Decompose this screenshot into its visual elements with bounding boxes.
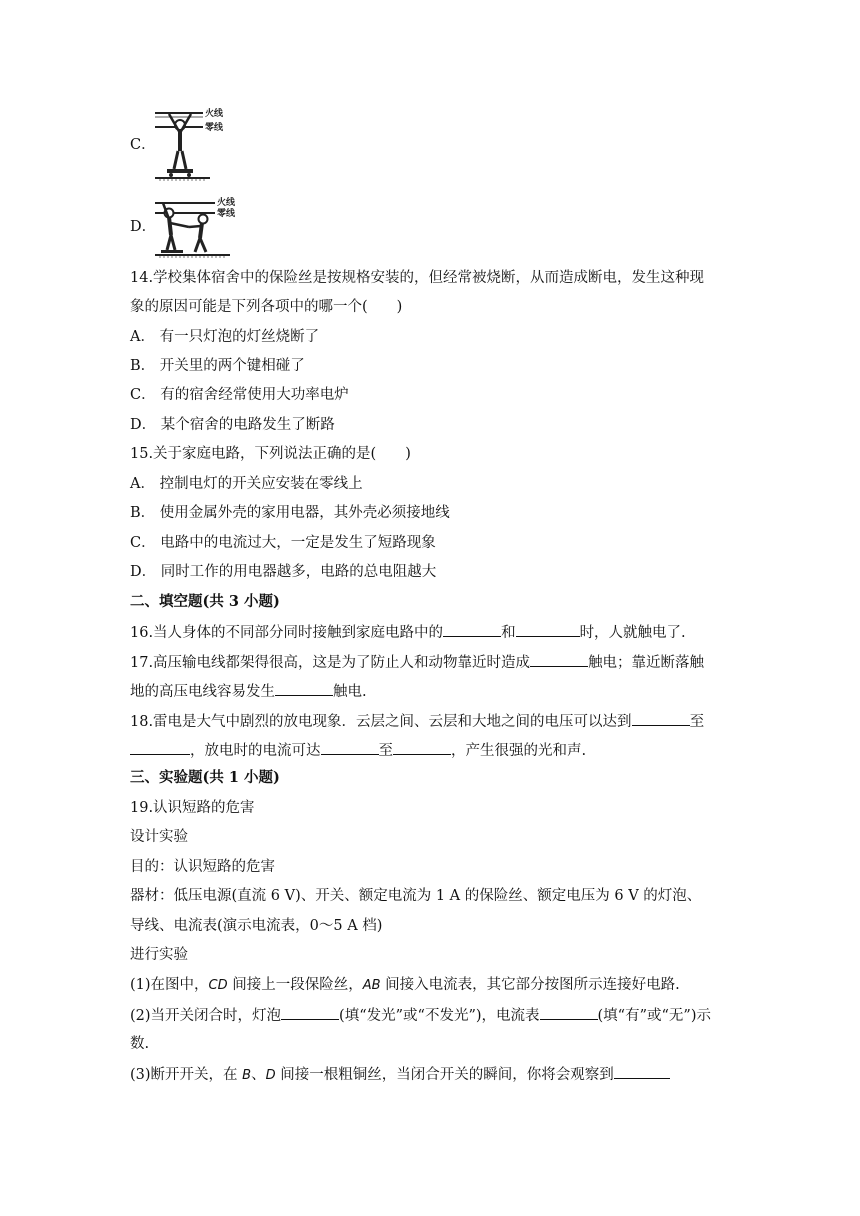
neutral-wire-label-d: 零线 — [217, 209, 236, 219]
q18-part4: 至 — [378, 743, 393, 759]
q14-option-b: B． 开关里的两个键相碰了 — [130, 358, 305, 374]
q17-part2: 触电；靠近断落触 — [588, 655, 705, 671]
q19-proceed: 进行实验 — [130, 947, 188, 963]
q18-part1: 18.雷电是大气中剧烈的放电现象．云层之间、云层和大地之间的电压可以达到 — [130, 714, 632, 730]
q18-line1 — [130, 710, 704, 732]
q17-part3: 地的高压电线容易发生 — [130, 684, 275, 700]
option-c-label: C． — [130, 137, 156, 153]
q17-blank-1 — [530, 651, 588, 667]
q17-part1: 17.高压输电线都架得很高，这是为了防止人和动物靠近时造成 — [130, 655, 531, 671]
q15-option-a: A． 控制电灯的开关应安装在零线上 — [130, 476, 363, 492]
q19-step1-text-a: (1)在图中， — [130, 977, 209, 993]
q18-blank-4 — [393, 739, 451, 755]
neutral-wire-label: 零线 — [205, 123, 224, 133]
fire-wire-label: 火线 — [205, 109, 224, 119]
q19-step2-text-b: (填“发光”或“不发光”)，电流表 — [339, 1008, 540, 1024]
q17-part4: 触电. — [333, 684, 367, 700]
q19-step3-text-c: 、 — [251, 1067, 266, 1083]
q19-step3 — [130, 1063, 670, 1086]
q17-blank-2 — [275, 680, 333, 696]
q19-goal: 目的：认识短路的危害 — [130, 859, 275, 875]
fire-wire-label-d: 火线 — [217, 198, 236, 208]
q19-step2-text-c: (填“有”或“无”)示 — [597, 1008, 711, 1024]
q17-line2 — [130, 680, 367, 702]
q18-line2 — [130, 739, 586, 761]
q16 — [130, 621, 686, 643]
q18-part2: 至 — [689, 714, 705, 730]
q19-equipment-line1: 器材：低压电源(直流 6 V)、开关、额定电流为 1 A 的保险丝、额定电压为 6 V 的灯泡、 — [130, 888, 702, 904]
q14-option-d: D． 某个宿舍的电路发生了断路 — [130, 417, 335, 433]
q16-part2: 和 — [501, 625, 516, 641]
q19-step3-blank — [614, 1063, 670, 1079]
q17-line1 — [130, 651, 704, 673]
q18-part5: ，产生很强的光和声. — [451, 743, 587, 759]
q16-part3: 时，人就触电了. — [579, 625, 686, 641]
q19-step3-text-a: (3)断开开关，在 — [130, 1067, 243, 1083]
q19-step1-text-c: 间接入电流表，其它部分按图所示连接好电路. — [380, 977, 680, 993]
q19-step1 — [130, 975, 680, 996]
q14-stem-line1: 14.学校集体宿舍中的保险丝是按规格安装的，但经常被烧断，从而造成断电，发生这种现 — [130, 270, 705, 286]
q19-step2-blank-2 — [540, 1004, 598, 1020]
q14-option-c: C． 有的宿舍经常使用大功率电炉 — [130, 387, 349, 403]
q19-step2-line2: 数. — [130, 1036, 150, 1052]
q19-step3-text-e: 间接一根粗铜丝，当闭合开关的瞬间，你将会观察到 — [275, 1067, 614, 1083]
q19-design: 设计实验 — [130, 829, 188, 845]
q16-blank-2 — [516, 621, 580, 637]
option-c-figure — [155, 103, 230, 183]
q19-equipment-line2: 导线、电流表(演示电流表，0～5 A 档) — [130, 918, 383, 934]
q19-step2-line1 — [130, 1004, 711, 1026]
q19-step2-blank-1 — [281, 1004, 339, 1020]
q19-title: 19.认识短路的危害 — [130, 800, 255, 816]
section-3-title: 三、实验题(共 1 小题) — [130, 769, 280, 786]
q15-option-d: D． 同时工作的用电器越多，电路的总电阻越大 — [130, 564, 437, 580]
q18-part3: ，放电时的电流可达 — [190, 743, 321, 759]
q16-blank-1 — [443, 621, 501, 637]
q19-step3-d: D — [265, 1068, 276, 1083]
q18-blank-3 — [321, 739, 379, 755]
q15-option-c: C． 电路中的电流过大，一定是发生了短路现象 — [130, 535, 436, 551]
q19-step3-b: B — [242, 1068, 252, 1083]
q15-stem: 15.关于家庭电路，下列说法正确的是( ) — [130, 446, 411, 462]
q19-step1-ab: AB — [362, 978, 381, 993]
q19-step1-cd: CD — [208, 978, 228, 993]
q18-blank-1 — [632, 710, 690, 726]
q18-blank-2 — [130, 739, 190, 755]
q14-stem-line2: 象的原因可能是下列各项中的哪一个( ) — [130, 299, 403, 315]
option-d-label: D． — [130, 219, 157, 235]
q19-step1-text-b: 间接上一段保险丝， — [227, 977, 363, 993]
q19-step2-text-a: (2)当开关闭合时，灯泡 — [130, 1008, 282, 1024]
q16-part1: 16.当人身体的不同部分同时接触到家庭电路中的 — [130, 625, 444, 641]
q14-option-a: A． 有一只灯泡的灯丝烧断了 — [130, 329, 320, 345]
option-d-figure — [155, 195, 240, 260]
section-2-title: 二、填空题(共 3 小题) — [130, 593, 280, 610]
q15-option-b: B． 使用金属外壳的家用电器，其外壳必须接地线 — [130, 505, 450, 521]
